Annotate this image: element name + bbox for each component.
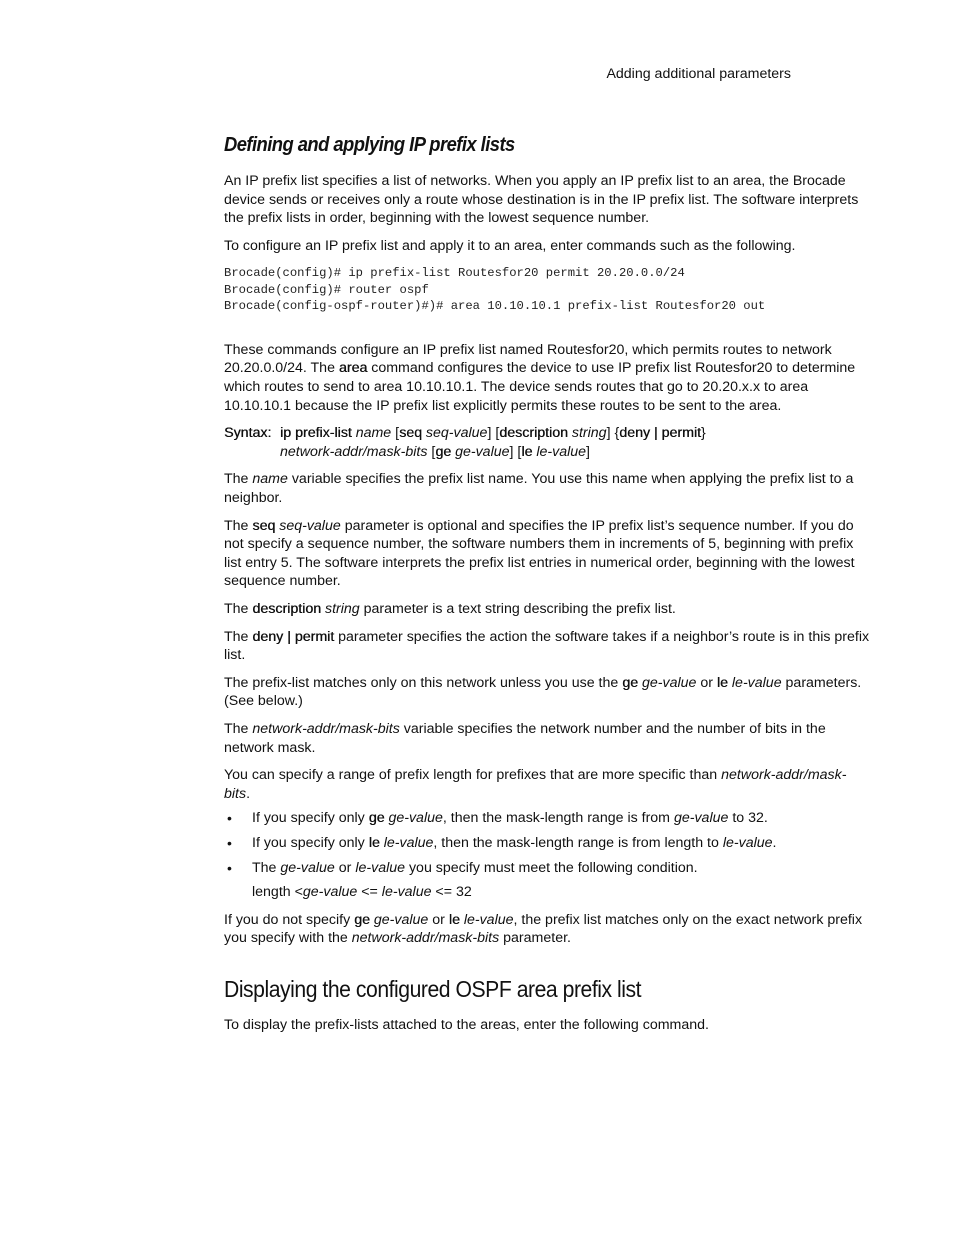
code-line: Brocade(config)# ip prefix-list Routesfor20 permit 20.20.0.0/24: [224, 266, 685, 281]
network-addr-paragraph: [224, 720, 870, 757]
text-run: , the prefix list matches only on the exact network prefix you specify with the: [224, 911, 863, 947]
variable: string: [324, 601, 360, 617]
text-run: you specify must meet the following condition.: [405, 859, 698, 876]
text-run: The: [224, 628, 253, 645]
page-content: [224, 132, 870, 1044]
variable: ge-value: [455, 443, 510, 460]
deny-permit-paragraph: [224, 628, 870, 665]
variable: name: [355, 425, 392, 442]
section-heading-prefix-lists: Defining and applying IP prefix lists: [224, 134, 515, 156]
bullet-icon: •: [227, 810, 232, 827]
variable: seq-value: [279, 517, 341, 534]
keyword: ip prefix-list: [280, 425, 352, 442]
keyword: ge: [368, 810, 385, 827]
keyword: description: [499, 425, 568, 442]
syntax-block: [224, 424, 870, 461]
code-line: Brocade(config-ospf-router)#)# area 10.10.10.1 prefix-list Routesfor20 out: [224, 299, 766, 314]
description-paragraph: [224, 600, 870, 619]
condition-line: [224, 883, 870, 902]
variable: le-value: [731, 674, 782, 691]
text-run: The: [252, 859, 281, 876]
keyword: deny | permit: [252, 628, 335, 645]
text-run: parameters. (See below.): [224, 674, 862, 710]
text-run: ] [: [509, 443, 522, 460]
text-run: [: [427, 443, 436, 460]
variable: name: [252, 471, 288, 488]
text-run: variable specifies the network number and the number of bits in the network mask.: [224, 720, 826, 756]
variable: network-addr/mask-bits: [280, 443, 428, 460]
syntax-line-1: [280, 424, 870, 443]
text-run: ]: [586, 443, 590, 460]
keyword: seq: [252, 517, 276, 534]
text-run: If you do not specify: [224, 911, 355, 928]
text-run: parameter is optional and specifies the IP prefix list’s sequence number. If you do not specify a sequence number, the software numbers them in increments of 5, beginning with prefix list entry 5. The software interprets the prefix list entries in numerical order, beginning with the lowest sequence number.: [224, 517, 855, 590]
variable: ge-value: [673, 810, 729, 827]
text-run: The: [224, 720, 253, 737]
text-run: parameter specifies the action the software takes if a neighbor’s route is in this prefix list.: [224, 628, 870, 664]
text-run: ] {: [606, 425, 620, 442]
keyword: seq: [399, 425, 422, 442]
running-header: Adding additional parameters: [606, 66, 791, 82]
variable: ge-value: [302, 884, 358, 901]
text-run: The: [224, 517, 253, 534]
text-run: or: [334, 859, 356, 876]
display-intro-paragraph: To display the prefix-lists attached to the areas, enter the following command.: [224, 1016, 709, 1033]
text-run: The prefix-list matches only on this network unless you use the: [224, 674, 623, 691]
code-line: Brocade(config)# router ospf: [224, 282, 429, 297]
text-run: If you specify only: [252, 834, 369, 851]
bullet-icon: •: [227, 859, 232, 876]
keyword: le: [716, 674, 728, 691]
variable: seq-value: [425, 425, 488, 442]
keyword: ge: [622, 674, 639, 691]
variable: network-addr/mask-bits: [224, 767, 847, 802]
text-run: variable specifies the prefix list name. You use this name when applying the prefix list to a neighbor.: [224, 471, 854, 507]
text-run: or: [428, 911, 449, 928]
variable: le-value: [355, 859, 406, 876]
variable: ge-value: [641, 674, 697, 691]
text-run: , then the mask-length range is from: [442, 810, 674, 827]
list-item: [224, 834, 870, 853]
variable: le-value: [536, 443, 587, 460]
text-run: parameter is a text string describing the prefix list.: [359, 601, 676, 617]
keyword: ge: [354, 911, 370, 928]
syntax-line-2: [280, 443, 870, 462]
variable: ge-value: [373, 911, 429, 928]
seq-paragraph: [224, 517, 870, 591]
variable: le-value: [722, 834, 773, 851]
text-run: length <: [252, 884, 303, 901]
variable: le-value: [383, 834, 434, 851]
bullet-list: [224, 809, 870, 877]
syntax-body: [280, 424, 870, 461]
keyword: ge: [435, 443, 452, 460]
keyword: area: [338, 360, 368, 377]
text-run: The: [224, 471, 253, 488]
keyword: deny | permit: [619, 425, 701, 442]
list-item: [224, 859, 870, 878]
intro-paragraph: An IP prefix list specifies a list of networks. When you apply an IP prefix list to an area, the Brocade device sends or receives only a route whose destination is in the IP prefix list. The software interprets the prefix lists in order, beginning with the lowest sequence number.: [224, 173, 859, 227]
text-run: or: [696, 674, 717, 691]
variable: network-addr/mask-bits: [351, 930, 500, 947]
variable: ge-value: [388, 810, 443, 827]
text-run: .: [772, 834, 777, 851]
variable: string: [571, 425, 607, 442]
text-run: <= 32: [431, 884, 472, 901]
keyword: le: [368, 834, 380, 851]
keyword: Syntax:: [224, 425, 272, 442]
bullet-icon: •: [227, 834, 232, 851]
no-specify-paragraph: [224, 911, 870, 948]
keyword: description: [252, 601, 322, 617]
name-paragraph: [224, 470, 870, 507]
text-run: parameter.: [499, 930, 571, 947]
configure-lead-paragraph: To configure an IP prefix list and apply it to an area, enter commands such as the following.: [224, 237, 796, 254]
text-run: You can specify a range of prefix length for prefixes that are more specific than: [224, 767, 722, 784]
text-run: to 32.: [728, 810, 768, 827]
text-run: The: [224, 601, 253, 617]
range-paragraph: [224, 766, 870, 803]
command-example: [224, 265, 870, 315]
text-run: }: [700, 425, 706, 442]
keyword: le: [448, 911, 460, 928]
match-paragraph: [224, 674, 870, 711]
text-run: command configures the device to use IP prefix list Routesfor20 to determine which routes to send to area 10.10.10.1. The device sends routes that go to 20.20.x.x to area 10.10.10.1 because the IP prefix list explicitly permits these routes to be sent to the area.: [224, 360, 856, 414]
text-run: , then the mask-length range is from length to: [433, 834, 723, 851]
text-run: .: [246, 785, 251, 802]
syntax-label: [224, 424, 280, 461]
text-run: ] [: [487, 425, 500, 442]
text-run: [: [391, 425, 400, 442]
variable: le-value: [463, 911, 514, 928]
keyword: le: [521, 443, 533, 460]
explanation-paragraph: [224, 341, 870, 415]
text-run: If you specify only: [252, 810, 369, 827]
section-heading-display-prefix-list: Displaying the configured OSPF area prefix list: [224, 975, 642, 1002]
variable: ge-value: [280, 859, 335, 876]
list-item: [224, 809, 870, 828]
text-run: These commands configure an IP prefix list named Routesfor20, which permits routes to network 20.20.0.0/24. The: [224, 341, 832, 377]
variable: network-addr/mask-bits: [252, 720, 400, 737]
variable: le-value: [381, 884, 432, 901]
text-run: <=: [357, 884, 382, 901]
